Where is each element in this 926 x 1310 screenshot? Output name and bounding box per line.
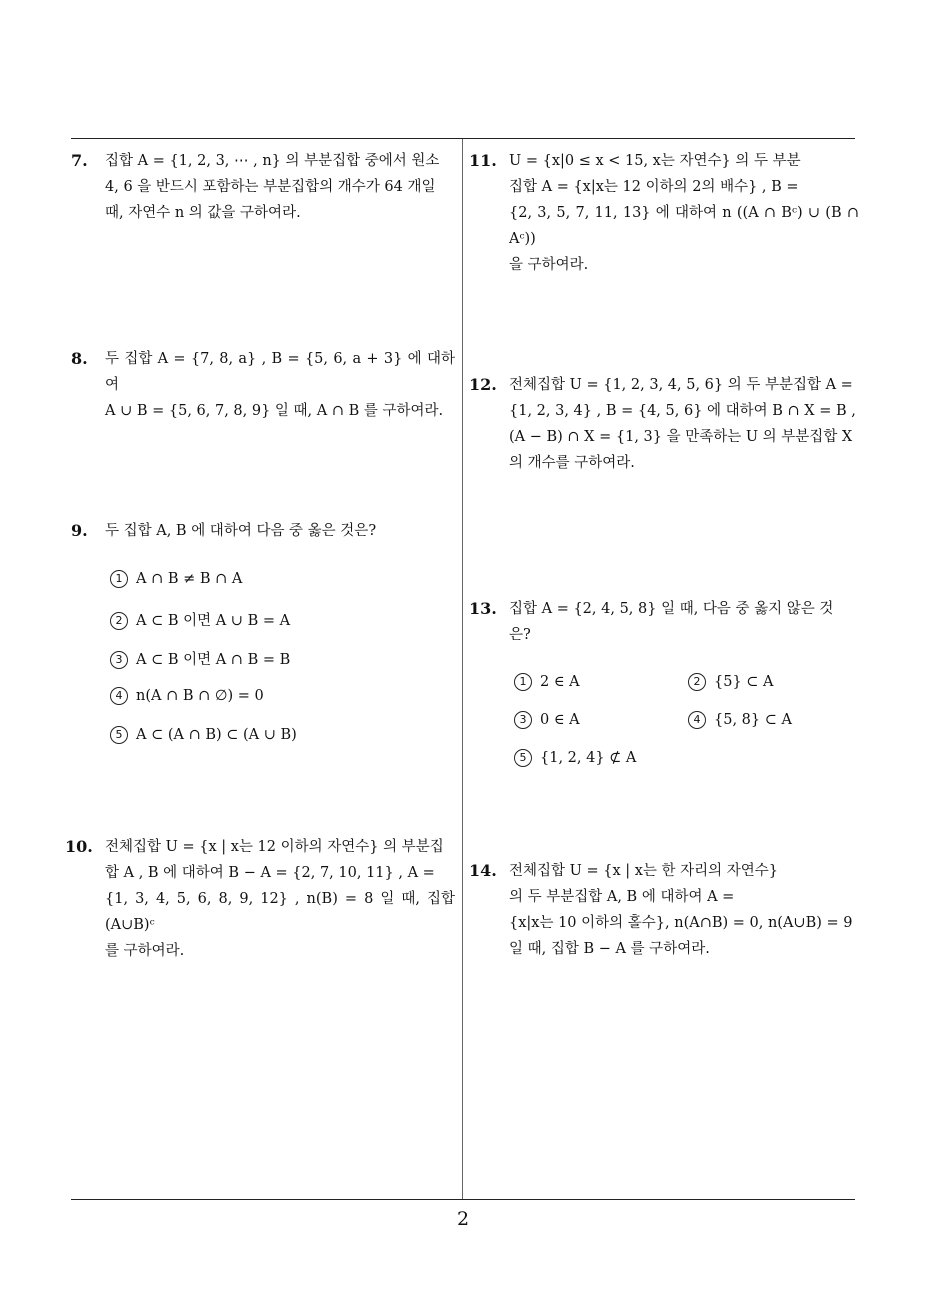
question-14 bbox=[469, 858, 859, 962]
question-line: 4, 6 을 반드시 포함하는 부분집합의 개수가 64 개일 bbox=[105, 179, 436, 195]
question-line: 의 개수를 구하여라. bbox=[509, 455, 635, 471]
question-number: 9. bbox=[71, 521, 88, 540]
question-line: {x|x는 10 이하의 홀수}, n(A∩B) = 0, n(A∪B) = 9 bbox=[509, 915, 853, 931]
option-2[interactable] bbox=[110, 609, 290, 630]
question-line: 집합 A = {1, 2, 3, ⋯ , n} 의 부분집합 중에서 원소 bbox=[105, 153, 440, 169]
option-text: {5, 8} ⊂ A bbox=[714, 712, 792, 728]
option-text: 0 ∈ A bbox=[540, 712, 580, 728]
question-line: A ∪ B = {5, 6, 7, 8, 9} 일 때, A ∩ B 를 구하여라. bbox=[105, 403, 444, 419]
question-line: U = {x|0 ≤ x < 15, x는 자연수} 의 두 부분 bbox=[509, 153, 801, 169]
bottom-rule bbox=[71, 1199, 855, 1200]
option-1[interactable] bbox=[110, 570, 242, 588]
question-line: {1, 2, 3, 4} , B = {4, 5, 6} 에 대하여 B ∩ X = B , bbox=[509, 403, 856, 419]
question-12 bbox=[469, 372, 859, 476]
option-5[interactable] bbox=[110, 726, 297, 744]
option-marker: 3 bbox=[514, 711, 532, 729]
option-marker: 1 bbox=[110, 570, 128, 588]
option-marker: 3 bbox=[110, 651, 128, 669]
question-number: 7. bbox=[71, 151, 88, 170]
option-marker: 4 bbox=[110, 687, 128, 705]
option-marker: 5 bbox=[514, 749, 532, 767]
question-line: 은? bbox=[509, 627, 531, 643]
page-number: 2 bbox=[456, 1208, 470, 1230]
option-text: A ⊂ B 이면 A ∪ B = A bbox=[136, 613, 291, 629]
option-text: A ∩ B ≠ B ∩ A bbox=[136, 571, 243, 587]
question-number: 8. bbox=[71, 349, 88, 368]
option-marker: 4 bbox=[688, 711, 706, 729]
question-number: 14. bbox=[469, 861, 497, 880]
option-4[interactable] bbox=[110, 687, 264, 705]
question-line: (A − B) ∩ X = {1, 3} 을 만족하는 U 의 부분집합 X bbox=[509, 429, 853, 445]
option-5[interactable] bbox=[514, 749, 636, 767]
question-line: {1, 3, 4, 5, 6, 8, 9, 12} , n(B) = 8 일 때, 집합 (A∪B)ᶜ bbox=[105, 891, 455, 933]
column-divider bbox=[462, 139, 463, 1200]
option-text: A ⊂ (A ∩ B) ⊂ (A ∪ B) bbox=[136, 727, 297, 743]
question-10 bbox=[65, 834, 455, 964]
option-1[interactable] bbox=[514, 673, 580, 691]
question-line: 두 집합 A, B 에 대하여 다음 중 옳은 것은? bbox=[105, 523, 377, 539]
question-number: 10. bbox=[65, 837, 93, 856]
question-line: 합 A , B 에 대하여 B − A = {2, 7, 10, 11} , A = bbox=[105, 865, 435, 881]
question-line: 일 때, 집합 B − A 를 구하여라. bbox=[509, 941, 710, 957]
option-text: n(A ∩ B ∩ ∅) = 0 bbox=[136, 688, 264, 704]
option-3[interactable] bbox=[110, 648, 290, 669]
option-marker: 5 bbox=[110, 726, 128, 744]
option-4[interactable] bbox=[688, 711, 792, 729]
option-text: {1, 2, 4} ⊄ A bbox=[540, 750, 637, 766]
option-text: A ⊂ B 이면 A ∩ B = B bbox=[136, 652, 291, 668]
option-text: 2 ∈ A bbox=[540, 674, 580, 690]
question-number: 12. bbox=[469, 375, 497, 394]
question-line: 전체집합 U = {x | x는 한 자리의 자연수} bbox=[509, 863, 779, 879]
top-rule bbox=[71, 138, 855, 139]
option-marker: 2 bbox=[688, 673, 706, 691]
question-13 bbox=[469, 596, 859, 648]
question-number: 11. bbox=[469, 151, 497, 170]
option-2[interactable] bbox=[688, 673, 774, 691]
option-text: {5} ⊂ A bbox=[714, 674, 774, 690]
question-11 bbox=[469, 148, 859, 278]
question-line: 두 집합 A = {7, 8, a} , B = {5, 6, a + 3} 에 대하여 bbox=[105, 351, 455, 393]
question-number: 13. bbox=[469, 599, 497, 618]
question-line: 때, 자연수 n 의 값을 구하여라. bbox=[105, 205, 301, 221]
question-line: 를 구하여라. bbox=[105, 943, 185, 959]
option-3[interactable] bbox=[514, 711, 580, 729]
question-line: 을 구하여라. bbox=[509, 257, 589, 273]
option-marker: 1 bbox=[514, 673, 532, 691]
question-line: 집합 A = {x|x는 12 이하의 2의 배수} , B = bbox=[509, 179, 799, 195]
question-9 bbox=[71, 518, 455, 544]
question-7 bbox=[71, 148, 455, 226]
question-line: 집합 A = {2, 4, 5, 8} 일 때, 다음 중 옳지 않은 것 bbox=[509, 601, 834, 617]
question-line: 전체집합 U = {1, 2, 3, 4, 5, 6} 의 두 부분집합 A = bbox=[509, 377, 853, 393]
question-8 bbox=[71, 346, 455, 424]
question-line: 의 두 부분집합 A, B 에 대하여 A = bbox=[509, 889, 735, 905]
question-line: {2, 3, 5, 7, 11, 13} 에 대하여 n ((A ∩ Bᶜ) ∪ (B ∩ Aᶜ)) bbox=[509, 205, 859, 247]
question-line: 전체집합 U = {x | x는 12 이하의 자연수} 의 부분집 bbox=[105, 839, 444, 855]
option-marker: 2 bbox=[110, 612, 128, 630]
